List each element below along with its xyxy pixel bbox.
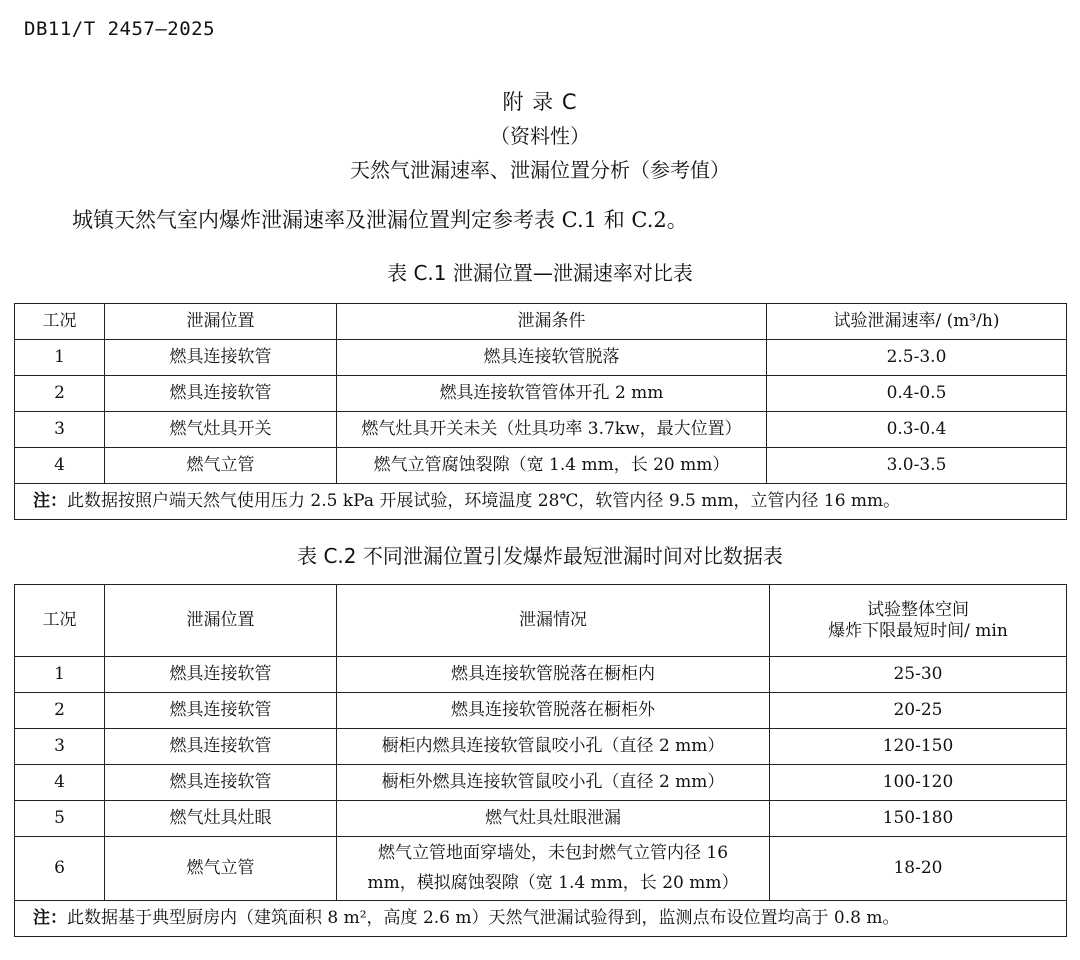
- note-label: 注：: [33, 491, 67, 512]
- table-cell: 2: [15, 376, 105, 412]
- table-cell: 0.3-0.4: [767, 412, 1067, 448]
- table1-caption: 表 C.1 泄漏位置—泄漏速率对比表: [387, 261, 693, 285]
- table-cell: 20-25: [770, 693, 1067, 729]
- table-cell: 燃具连接软管: [105, 657, 337, 693]
- table-note: [15, 901, 1067, 937]
- table-cell: 4: [15, 765, 105, 801]
- appendix-type: （资料性）: [490, 124, 590, 148]
- column-header: 泄漏位置: [105, 585, 337, 657]
- table-header-row: [15, 304, 1067, 340]
- column-header: 工况: [15, 304, 105, 340]
- table-cell: 燃具连接软管管体开孔 2 mm: [337, 376, 767, 412]
- table-cell: 18-20: [770, 837, 1067, 901]
- table-cell: 1: [15, 340, 105, 376]
- table-cell: 0.4-0.5: [767, 376, 1067, 412]
- table2-caption: 表 C.2 不同泄漏位置引发爆炸最短泄漏时间对比数据表: [297, 544, 783, 568]
- table-row: [15, 729, 1067, 765]
- table-cell: 2: [15, 693, 105, 729]
- table-cell: 燃具连接软管脱落在橱柜外: [337, 693, 770, 729]
- intro-paragraph: 城镇天然气室内爆炸泄漏速率及泄漏位置判定参考表 C.1 和 C.2。: [72, 208, 688, 232]
- table-cell: 燃具连接软管: [105, 729, 337, 765]
- table-row: [15, 765, 1067, 801]
- table-row: [15, 448, 1067, 484]
- table-cell: 3: [15, 729, 105, 765]
- appendix-title: 附 录 C: [502, 90, 578, 114]
- column-header: 泄漏位置: [105, 304, 337, 340]
- table-cell: 燃气立管地面穿墙处，未包封燃气立管内径 16 mm，模拟腐蚀裂隙（宽 1.4 mm，长 20 mm）: [337, 837, 770, 901]
- table-note-row: [15, 484, 1067, 520]
- table-cell: 120-150: [770, 729, 1067, 765]
- table-row: [15, 412, 1067, 448]
- table-row: [15, 657, 1067, 693]
- table-cell: 2.5-3.0: [767, 340, 1067, 376]
- header-line: 试验整体空间: [867, 600, 969, 621]
- column-header: 工况: [15, 585, 105, 657]
- table-cell: 3: [15, 412, 105, 448]
- table-cell: 燃具连接软管: [105, 376, 337, 412]
- table-cell: 6: [15, 837, 105, 901]
- table-cell: 4: [15, 448, 105, 484]
- table-note-row: [15, 901, 1067, 937]
- table-cell: 燃具连接软管: [105, 765, 337, 801]
- standard-code: DB11/T 2457—2025: [24, 18, 216, 40]
- note-label: 注：: [33, 908, 67, 929]
- note-text: 此数据按照户端天然气使用压力 2.5 kPa 开展试验，环境温度 28℃，软管内径 9.5 mm，立管内径 16 mm。: [67, 491, 901, 512]
- table-cell: 燃具连接软管脱落: [337, 340, 767, 376]
- appendix-subtitle: 天然气泄漏速率、泄漏位置分析（参考值）: [350, 158, 730, 182]
- column-header: 试验泄漏速率/ (m³/h): [767, 304, 1067, 340]
- table-row: [15, 693, 1067, 729]
- column-header: 泄漏条件: [337, 304, 767, 340]
- header-line: 爆炸下限最短时间/ min: [828, 620, 1008, 641]
- table-cell: 150-180: [770, 801, 1067, 837]
- column-header: [770, 585, 1067, 657]
- table-c2: [14, 584, 1067, 937]
- table-cell: 100-120: [770, 765, 1067, 801]
- table-row: [15, 837, 1067, 901]
- table-row: [15, 376, 1067, 412]
- table-cell: 燃具连接软管: [105, 693, 337, 729]
- table-c1: [14, 303, 1067, 520]
- table-cell: 燃气灶具开关未关（灶具功率 3.7kw，最大位置）: [337, 412, 767, 448]
- table-row: [15, 801, 1067, 837]
- table-row: [15, 340, 1067, 376]
- table-cell: 燃具连接软管脱落在橱柜内: [337, 657, 770, 693]
- note-text: 此数据基于典型厨房内（建筑面积 8 m²，高度 2.6 m）天然气泄漏试验得到，监测点布设位置均高于 0.8 m。: [67, 908, 900, 929]
- column-header: 泄漏情况: [337, 585, 770, 657]
- table-cell: 1: [15, 657, 105, 693]
- table-cell: 燃气灶具灶眼泄漏: [337, 801, 770, 837]
- table-cell: 橱柜外燃具连接软管鼠咬小孔（直径 2 mm）: [337, 765, 770, 801]
- table-cell: 3.0-3.5: [767, 448, 1067, 484]
- table-cell: 燃气灶具灶眼: [105, 801, 337, 837]
- table-cell: 燃气灶具开关: [105, 412, 337, 448]
- table-cell: 5: [15, 801, 105, 837]
- table-cell: 燃气立管: [105, 837, 337, 901]
- table-cell: 燃气立管腐蚀裂隙（宽 1.4 mm，长 20 mm）: [337, 448, 767, 484]
- table-cell: 25-30: [770, 657, 1067, 693]
- table-cell: 燃气立管: [105, 448, 337, 484]
- table-header-row: [15, 585, 1067, 657]
- table-cell: 橱柜内燃具连接软管鼠咬小孔（直径 2 mm）: [337, 729, 770, 765]
- table-note: [15, 484, 1067, 520]
- table-cell: 燃具连接软管: [105, 340, 337, 376]
